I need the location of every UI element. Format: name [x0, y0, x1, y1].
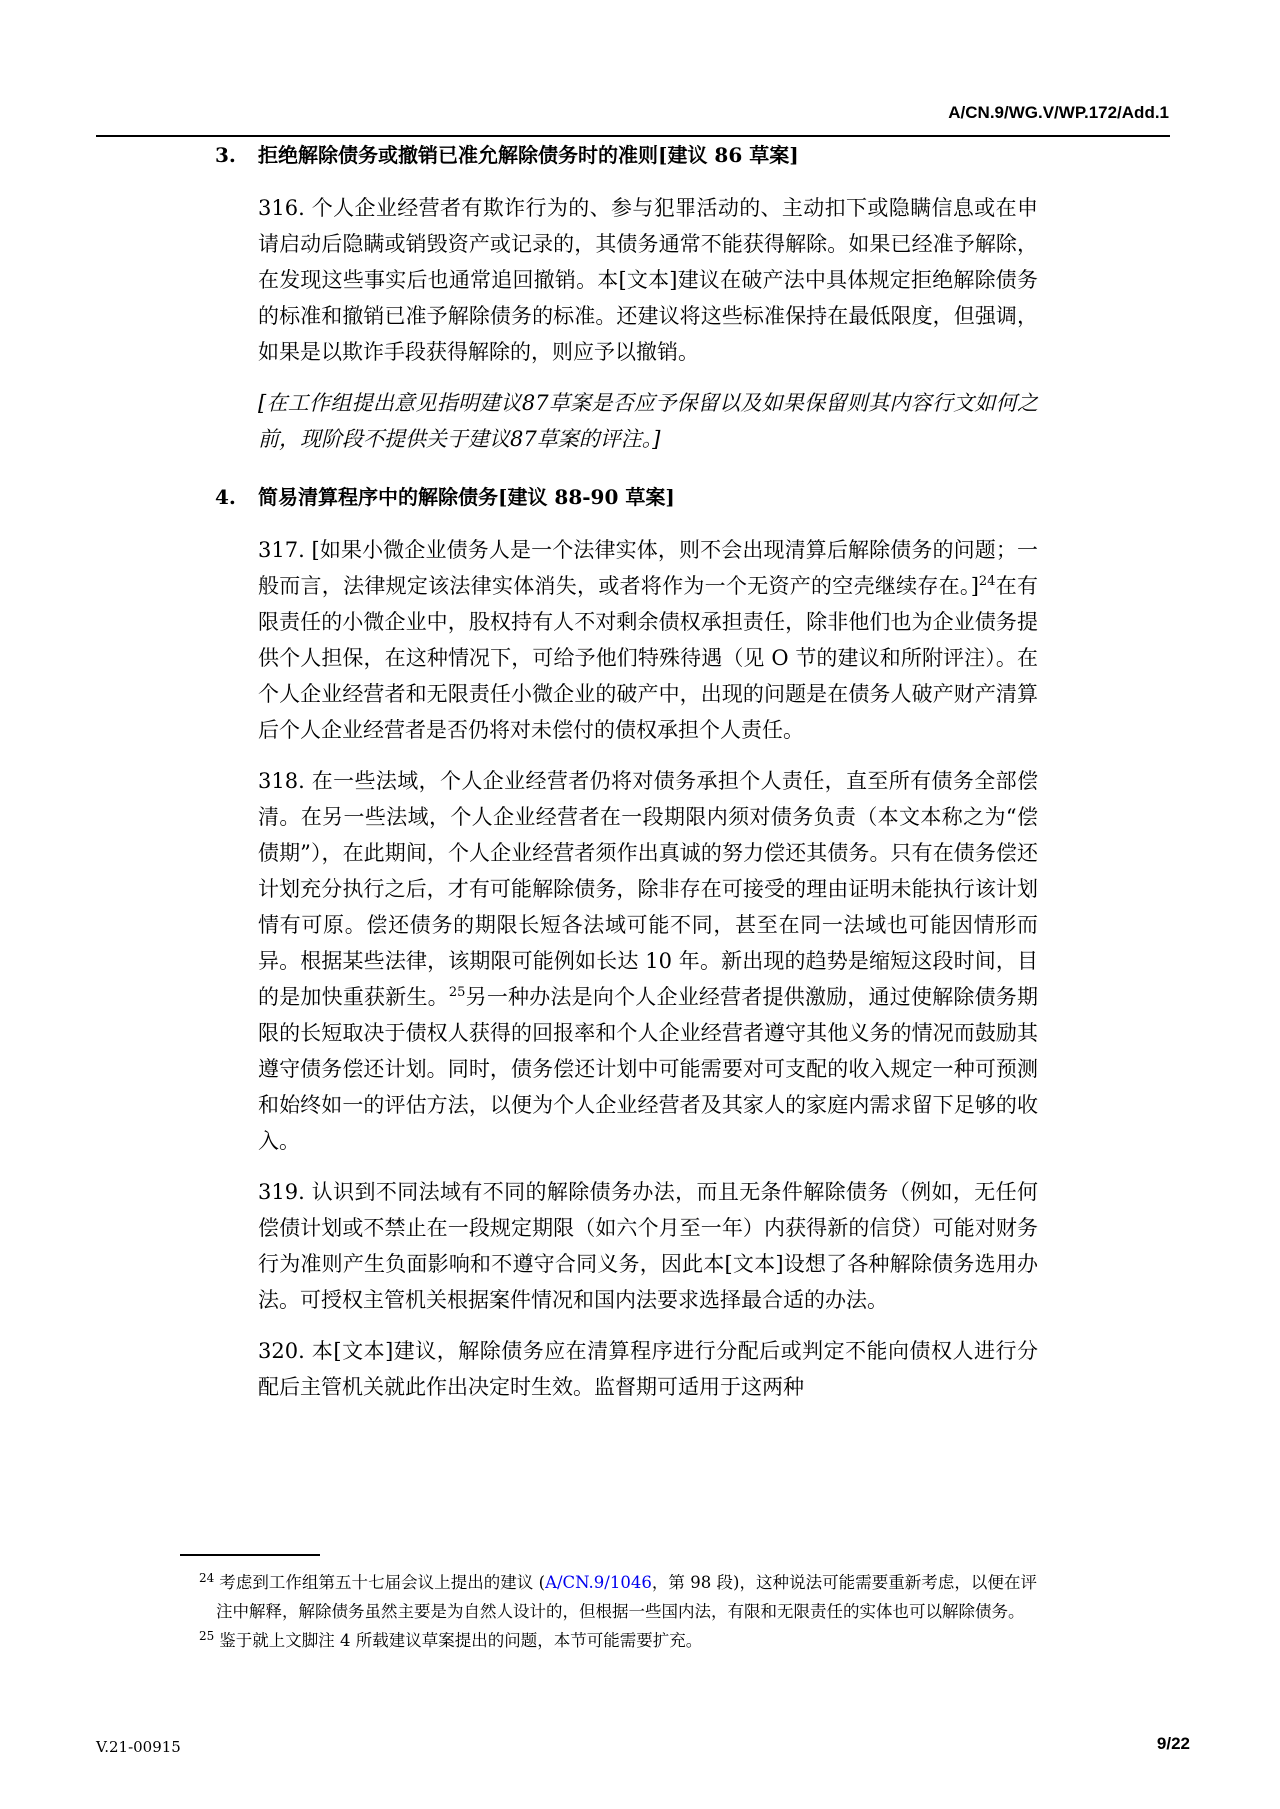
footnote-separator — [180, 1554, 320, 1556]
footnote-ref-25: 25 — [448, 985, 466, 1000]
section-3-heading — [215, 141, 1038, 169]
paragraph-318 — [258, 763, 1038, 1159]
section-3-number: 3. — [215, 143, 236, 167]
paragraph-317 — [258, 532, 1038, 748]
document-link-acn9-1046[interactable]: A/CN.9/1046 — [545, 1573, 652, 1592]
header-divider — [96, 135, 1170, 137]
paragraph-319: 319. 认识到不同法域有不同的解除债务办法，而且无条件解除债务（例如，无任何偿债计划或不禁止在一段规定期限（如六个月至一年）内获得新的信贷）可能对财务行为准则产生负面影响和不遵守合同义务，因此本[文本]设想了各种解除债务选用办法。可授权主管机关根据案件情况和国内法要求选择最合适的办法。 — [258, 1180, 1038, 1312]
footnote-25-text: 鉴于就上文脚注 4 所载建议草案提出的问题，本节可能需要扩充。 — [219, 1631, 703, 1650]
section-4-heading — [215, 483, 1038, 511]
paragraph-318-text-end: 另一种办法是向个人企业经营者提供激励，通过使解除债务期限的长短取决于债权人获得的回报率和个人企业经营者遵守其他义务的情况而鼓励其遵守债务偿还计划。同时，债务偿还计划中可能需要对可支配的收入规定一种可预测和始终如一的评估方法，以便为个人企业经营者及其家人的家庭内需求留下足够的收入。 — [258, 985, 1039, 1153]
paragraph-317-text-start: 317. [如果小微企业债务人是一个法律实体，则不会出现清算后解除债务的问题；一般而言，法律规定该法律实体消失，或者将作为一个无资产的空壳继续存在。] — [258, 538, 1038, 598]
page-number: 9/22 — [1156, 1734, 1190, 1753]
footnote-25 — [180, 1626, 1037, 1655]
bracketed-note-rec87: [在工作组提出意见指明建议87草案是否应予保留以及如果保留则其内容行文如何之前，现阶段不提供关于建议87草案的评注。] — [258, 391, 1038, 451]
footnotes-block — [180, 1554, 1037, 1655]
section-3-title: 拒绝解除债务或撤销已准允解除债务时的准则[建议 86 草案] — [258, 143, 799, 167]
paragraph-317-text-end: 在有限责任的小微企业中，股权持有人不对剩余债权承担责任，除非他们也为企业债务提供个人担保，在这种情况下，可给予他们特殊待遇（见 O 节的建议和所附评注）。在个人企业经营者和无限责任小微企业的破产中，出现的问题是在债务人破产财产清算后个人企业经营者是否仍将对未偿付的债权承担个人责任。 — [258, 574, 1038, 742]
footnote-24-marker: 24 — [199, 1570, 215, 1585]
document-body — [215, 141, 1038, 1420]
document-symbol: A/CN.9/WG.V/WP.172/Add.1 — [948, 103, 1169, 122]
section-4-number: 4. — [215, 485, 236, 509]
footnote-24-text-end: ，第 98 段)，这种说法可能需要重新考虑，以便在评注中解释，解除债务虽然主要是为自然人设计的，但根据一些国内法，有限和无限责任的实体也可以解除债务。 — [216, 1573, 1037, 1621]
paragraph-316: 316. 个人企业经营者有欺诈行为的、参与犯罪活动的、主动扣下或隐瞒信息或在申请启动后隐瞒或销毁资产或记录的，其债务通常不能获得解除。如果已经准予解除，在发现这些事实后也通常追回撤销。本[文本]建议在破产法中具体规定拒绝解除债务的标准和撤销已准予解除债务的标准。还建议将这些标准保持在最低限度，但强调，如果是以欺诈手段获得解除的，则应予以撤销。 — [258, 196, 1038, 364]
paragraph-318-text-start: 318. 在一些法域，个人企业经营者仍将对债务承担个人责任，直至所有债务全部偿清。在另一些法域，个人企业经营者在一段期限内须对债务负责（本文本称之为“偿债期”），在此期间，个人企业经营者须作出真诚的努力偿还其债务。只有在债务偿还计划充分执行之后，才有可能解除债务，除非存在可接受的理由证明未能执行该计划情有可原。偿还债务的期限长短各法域可能不同，甚至在同一法域也可能因情形而异。根据某些法律，该期限可能例如长达 10 年。新出现的趋势是缩短这段时间，目的是加快重获新生。 — [258, 769, 1038, 1009]
section-4-title: 简易清算程序中的解除债务[建议 88-90 草案] — [258, 485, 675, 509]
paragraph-320: 320. 本[文本]建议，解除债务应在清算程序进行分配后或判定不能向债权人进行分配后主管机关就此作出决定时生效。监督期可适用于这两种 — [258, 1339, 1038, 1399]
footnote-ref-24: 24 — [978, 574, 996, 589]
job-number: V.21-00915 — [96, 1738, 181, 1756]
footnote-24-text-start: 考虑到工作组第五十七届会议上提出的建议 ( — [219, 1573, 546, 1592]
footnote-24 — [180, 1568, 1037, 1626]
footnote-25-marker: 25 — [199, 1628, 215, 1643]
